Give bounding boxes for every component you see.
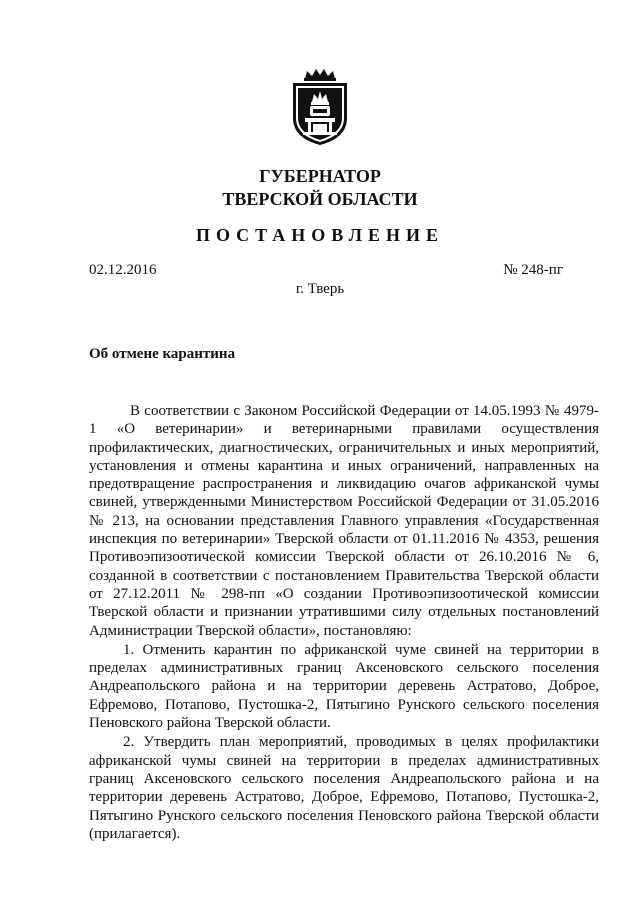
document-city: г. Тверь	[295, 281, 345, 297]
org-title-line1: ГУБЕРНАТОР	[259, 166, 381, 186]
document-date: 02.12.2016	[89, 262, 157, 278]
preamble-paragraph: В соответствии с Законом Российской Федерации от 14.05.1993 № 4979-1 «О ветеринарии» и ветеринарными правилами осуществления профилактических, диагностических, ограничительных и иных мероприятий, установления и отмены карантина и иных ограничений, направленных на предотвращение распространения и ликвидацию очагов африканской чумы свиней, утвержденными Министерством Российской Федерации от 31.05.2016 № 213, на основании представления Главного управления «Государственная инспекция по ветеринарии» Тверской области от 01.11.2016 № 4353, решения Противоэпизоотической комиссии Тверской области от 26.10.2016 № 6, созданной в соответствии с постановлением Правительства Тверской области от 27.12.2011 № 298-пп «О создании Противоэпизоотической комиссии Тверской области и признании утратившими силу отдельных постановлений Администрации Тверской области», постановляю:	[89, 403, 599, 639]
document-type: ПОСТАНОВЛЕНИЕ	[195, 225, 445, 245]
item-1-paragraph: 1. Отменить карантин по африканской чуме свиней на территории в пределах административных границ Аксеновского сельского поселения Андреапольского района и на территории деревень Астратово, Доброе, Ефремово, Потапово, Пустошка-2, Пятыгино Рунского сельского поселения Пеновского района Тверской области.	[89, 641, 599, 732]
document-number: № 248-пг	[503, 262, 563, 278]
document-subject: Об отмене карантина	[89, 346, 236, 362]
coat-of-arms-icon	[283, 66, 357, 148]
item-2-paragraph: 2. Утвердить план мероприятий, проводимых в целях профилактики африканской чумы свиней на территории в пределах административных границ Аксеновского сельского поселения Андреапольского района и на территории деревень Астратово, Доброе, Ефремово, Потапово, Пустошка-2, Пятыгино Рунского сельского поселения Пеновского района Тверской области (прилагается).	[89, 734, 599, 842]
org-title-line2: ТВЕРСКОЙ ОБЛАСТИ	[222, 189, 418, 209]
document-body	[89, 402, 599, 843]
